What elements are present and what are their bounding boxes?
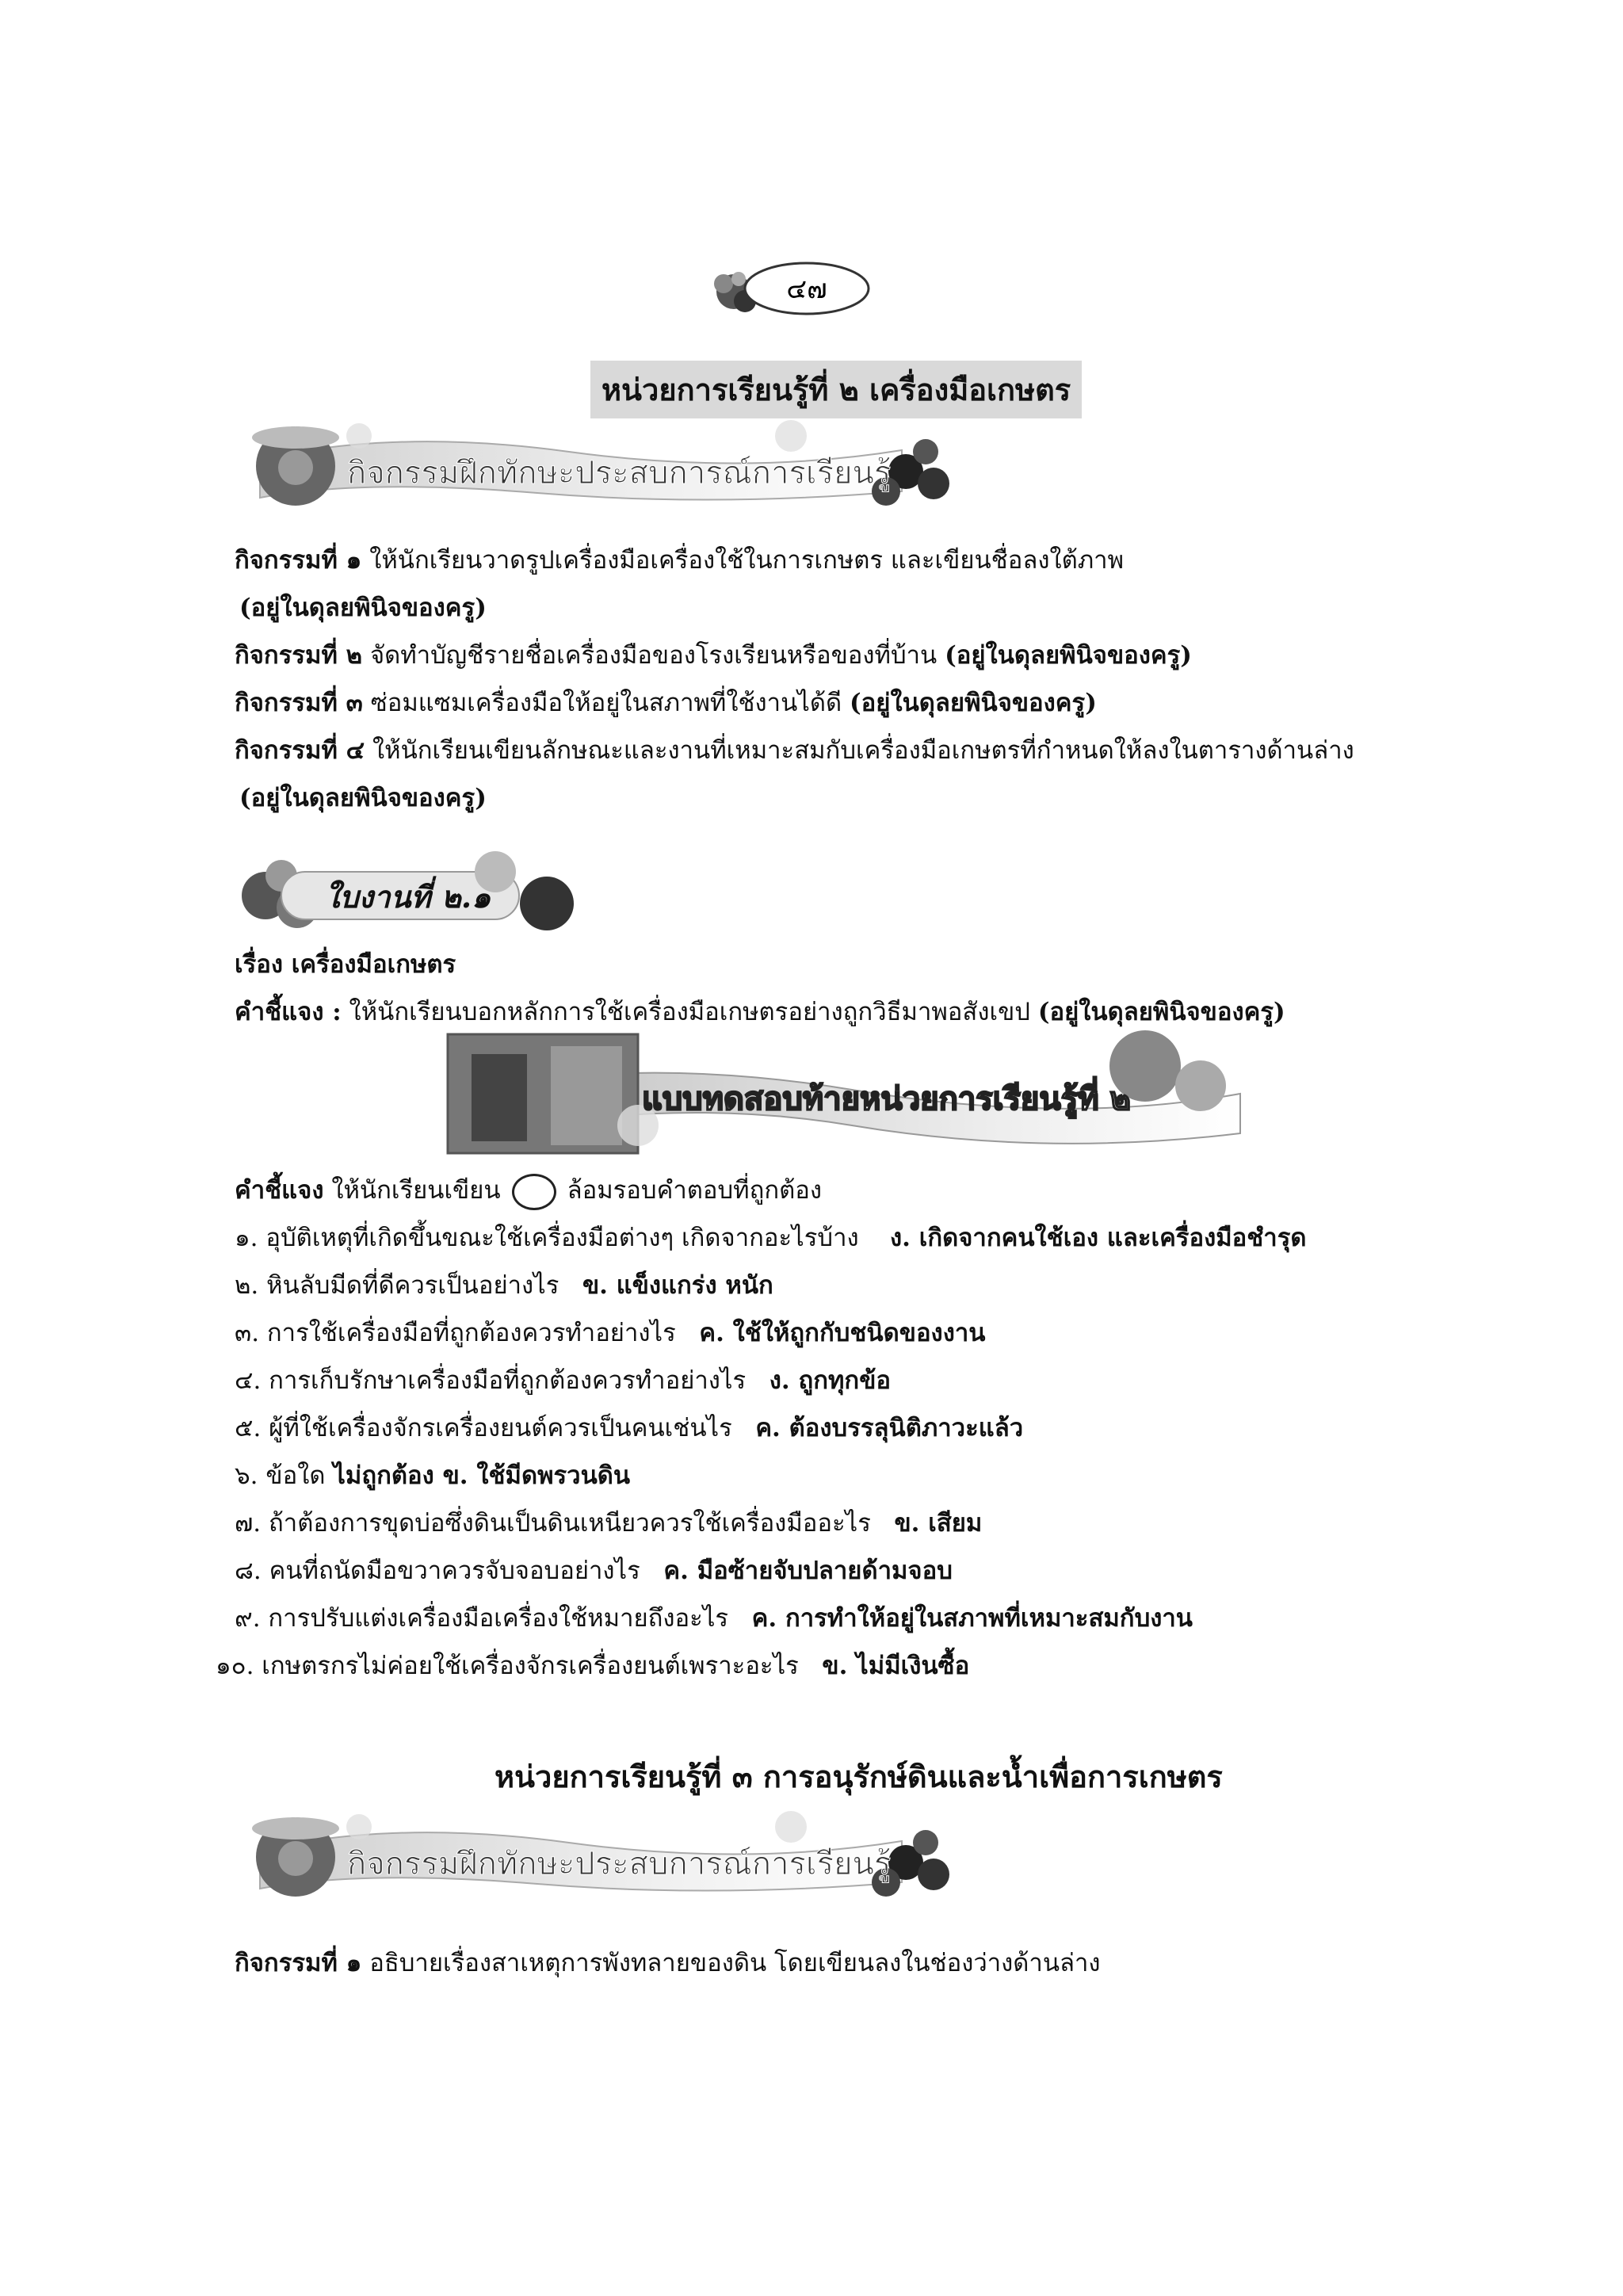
test-banner-text: แบบทดสอบท้ายหน่วยการเรียนรู้ที่ ๒ (642, 1081, 1131, 1117)
question-9: ๙. การปรับแต่งเครื่องมือเครื่องใช้หมายถึงอะไร ค. การทำให้อยู่ในสภาพที่เหมาะสมกับงาน (235, 1604, 1193, 1633)
activity-banner-text: กิจกรรมฝึกทักษะประสบการณ์การเรียนรู้ (347, 455, 892, 491)
activity-1-note: (อยู่ในดุลยพินิจของครู) (239, 594, 487, 622)
question-2: ๒. หินลับมีดที่ดีควรเป็นอย่างไร ข. แข็งแกร่ง หนัก (235, 1271, 773, 1300)
worksheet-instruction: คำชี้แจง : ให้นักเรียนบอกหลักการใช้เครื่องมือเกษตรอย่างถูกวิธีมาพอสังเขป (อยู่ในดุลยพินิจของครู) (235, 998, 1285, 1026)
worksheet-banner-text: ใบงานที่ ๒.๑ (325, 879, 491, 915)
activity-4: กิจกรรมที่ ๔ ให้นักเรียนเขียนลักษณะและงานที่เหมาะสมกับเครื่องมือเกษตรที่กำหนดให้ลงในตารางด้านล่าง (235, 736, 1354, 765)
activity-1: กิจกรรมที่ ๑ ให้นักเรียนวาดรูปเครื่องมือเครื่องใช้ในการเกษตร และเขียนชื่อลงใต้ภาพ (235, 546, 1125, 575)
question-5: ๕. ผู้ที่ใช้เครื่องจักรเครื่องยนต์ควรเป็นคนเช่นไร ค. ต้องบรรลุนิติภาวะแล้ว (235, 1414, 1024, 1442)
question-4: ๔. การเก็บรักษาเครื่องมือที่ถูกต้องควรทำอย่างไร ง. ถูกทุกข้อ (235, 1366, 892, 1395)
question-7: ๗. ถ้าต้องการขุดบ่อซึ่งดินเป็นดินเหนียวควรใช้เครื่องมืออะไร ข. เสียม (235, 1509, 983, 1538)
page-number-badge (704, 252, 878, 323)
question-6: ๖. ข้อใด ไม่ถูกต้อง ข. ใช้มีดพรวนดิน (235, 1461, 631, 1490)
worksheet-banner (234, 840, 582, 935)
answer-circle-icon (512, 1174, 556, 1210)
worksheet-subject: เรื่อง เครื่องมือเกษตร (235, 950, 456, 979)
test-banner (440, 1022, 1248, 1161)
activity-banner-unit3-text: กิจกรรมฝึกทักษะประสบการณ์การเรียนรู้ (347, 1846, 892, 1882)
question-10: ๑๐. เกษตรกรไม่ค่อยใช้เครื่องจักรเครื่องยนต์เพราะอะไร ข. ไม่มีเงินซื้อ (216, 1652, 970, 1680)
activity-4-note: (อยู่ในดุลยพินิจของครู) (239, 784, 487, 812)
question-8: ๘. คนที่ถนัดมือขวาควรจับจอบอย่างไร ค. มือซ้ายจับปลายด้ามจอบ (235, 1557, 953, 1585)
question-3: ๓. การใช้เครื่องมือที่ถูกต้องควรทำอย่างไร ค. ใช้ให้ถูกกับชนิดของงาน (235, 1319, 986, 1347)
activity-banner-unit3 (236, 1795, 981, 1914)
activity-banner (236, 404, 981, 523)
page-number: ๔๗ (786, 273, 827, 305)
unit3-title: หน่วยการเรียนรู้ที่ ๓ การอนุรักษ์ดินและน้ำเพื่อการเกษตร (495, 1759, 1223, 1794)
unit2-title: หน่วยการเรียนรู้ที่ ๒ เครื่องมือเกษตร (590, 361, 1082, 418)
test-instruction: คำชี้แจง ให้นักเรียนเขียน ล้อมรอบคำตอบที่ถูกต้อง (235, 1173, 822, 1210)
activity-2: กิจกรรมที่ ๒ จัดทำบัญชีรายชื่อเครื่องมือของโรงเรียนหรือของที่บ้าน (อยู่ในดุลยพินิจของครู) (235, 641, 1192, 670)
question-1: ๑. อุบัติเหตุที่เกิดขึ้นขณะใช้เครื่องมือต่างๆ เกิดจากอะไรบ้าง ง. เกิดจากคนใช้เอง และเครื่องมือชำรุด (235, 1224, 1307, 1252)
unit3-activity-1: กิจกรรมที่ ๑ อธิบายเรื่องสาเหตุการพังทลายของดิน โดยเขียนลงในช่องว่างด้านล่าง (235, 1949, 1101, 1977)
activity-3: กิจกรรมที่ ๓ ซ่อมแซมเครื่องมือให้อยู่ในสภาพที่ใช้งานได้ดี (อยู่ในดุลยพินิจของครู) (235, 689, 1097, 717)
